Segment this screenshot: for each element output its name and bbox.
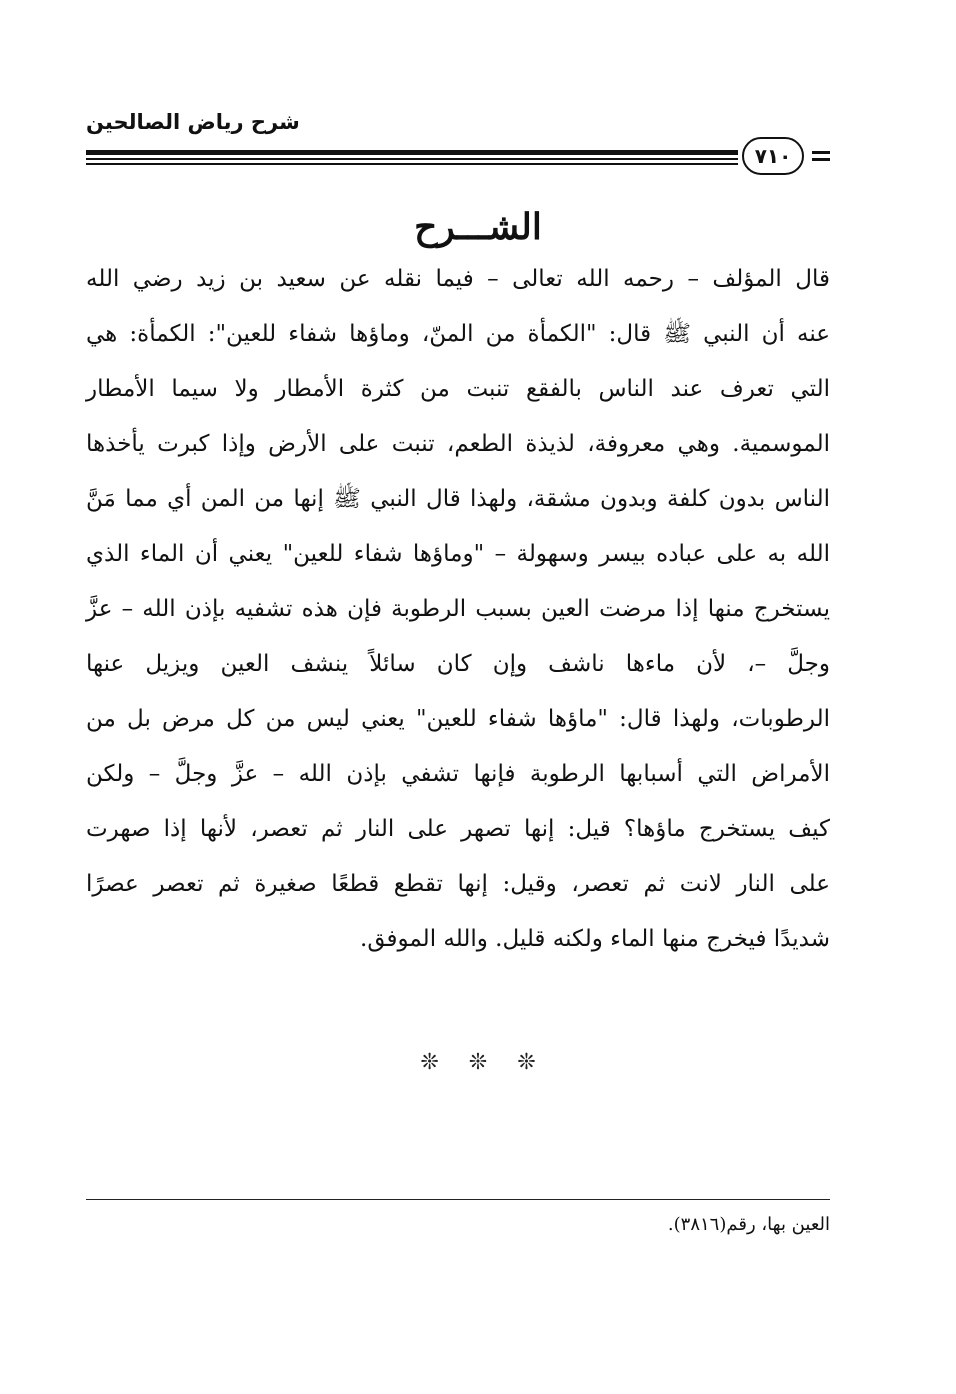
section-separator [0,1050,956,1075]
text-line: شديدًا فيخرج منها الماء ولكنه قليل. والله الموفق. [360,926,830,952]
asterism-glyph: ❊ [420,1050,439,1075]
text-line: الأمراض التي أسبابها الرطوبة فإنها تشفي بإذن الله – عزَّ وجلَّ – ولكن [86,761,830,787]
text-line: الله به على عباده بيسر وسهولة – "وماؤها شفاء للعين" يعني أن الماء الذي [86,541,830,567]
text-line: الرطوبات، ولهذا قال: "ماؤها شفاء للعين" يعني ليس من كل مرض بل من [86,706,830,732]
text-line: التي تعرف عند الناس بالفقع تنبت من كثرة الأمطار ولا سيما الأمطار [86,376,830,402]
page-number-marker [812,151,830,165]
text-line: قال المؤلف – رحمه الله تعالى – فيما نقله عن سعيد بن زيد رضي الله [86,266,830,292]
text-line: كيف يستخرج ماؤها؟ قيل: إنها تصهر على النار ثم تعصر، لأنها إذا صهرت [86,816,830,842]
text-line: على النار لانت ثم تعصر، وقيل: إنها تقطع قطعًا صغيرة ثم تعصر عصرًا [86,871,830,897]
text-line: يستخرج منها إذا مرضت العين بسبب الرطوبة فإن هذه تشفيه بإذن الله – عزَّ [86,596,831,622]
text-line: وجلَّ –، لأن ماءها ناشف وإن كان سائلاً ينشف العين ويزيل عنها [86,651,830,677]
footnote: العين بها، رقم(٣٨١٦). [667,1214,830,1235]
text-line: الناس بدون كلفة وبدون مشقة، ولهذا قال النبي ﷺ إنها من المن أي مما مَنَّ [86,486,830,512]
asterism-glyph: ❊ [517,1050,536,1075]
text-line: عنه أن النبي ﷺ قال: "الكمأة من المنّ، وماؤها شفاء للعين": الكمأة: هي [86,321,830,347]
header-rule [86,158,738,160]
text-line: الموسمية. وهي معروفة، لذيذة الطعم، تنبت على الأرض وإذا كبرت يأخذها [86,431,830,457]
footnote-rule [86,1199,830,1200]
section-title: الشـــرح [414,206,542,248]
header-rule [86,163,738,165]
page-number: ٧١٠ [742,137,804,175]
header-rule [86,150,738,155]
running-header-title: شرح رياض الصالحين [86,110,300,134]
body-paragraph [86,252,830,967]
asterism-glyph: ❊ [468,1050,488,1075]
